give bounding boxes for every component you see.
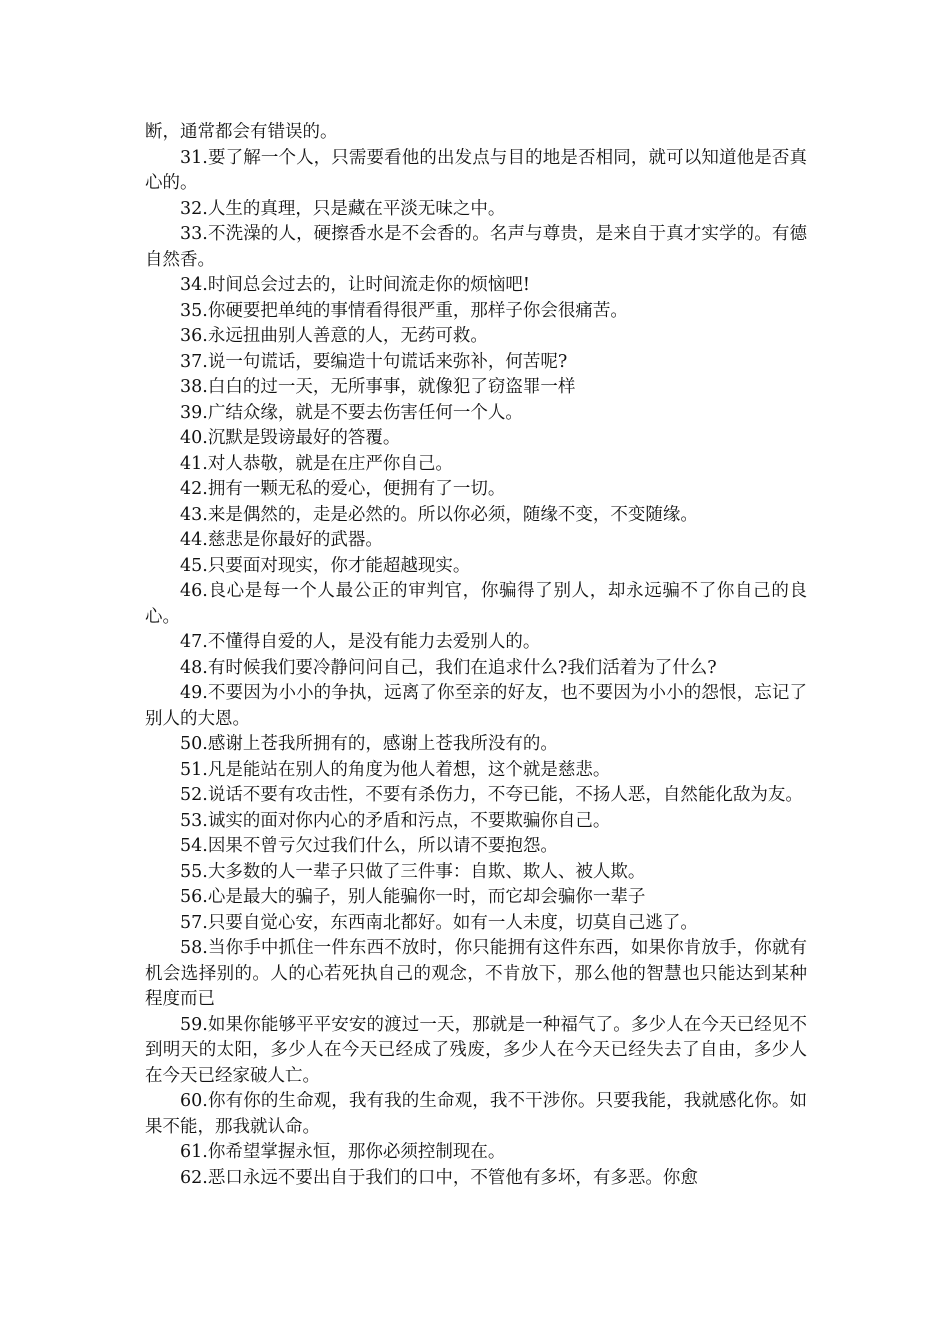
quote-59: 59.如果你能够平平安安的渡过一天，那就是一种福气了。多少人在今天已经见不到明天的太阳，多少人在今天已经成了残废，多少人在今天已经失去了自由，多少人在今天已经家破人亡。 (145, 1014, 807, 1086)
quote-42: 42.拥有一颗无私的爱心，便拥有了一切。 (180, 479, 506, 499)
quote-41: 41.对人恭敬，就是在庄严你自己。 (180, 453, 453, 474)
quote-47: 47.不懂得自爱的人，是没有能力去爱别人的。 (180, 632, 541, 652)
quote-60: 60.你有你的生命观，我有我的生命观，我不干涉你。只要我能，我就感化你。如果不能，那我就认命。 (145, 1091, 807, 1137)
quote-40: 40.沉默是毁谤最好的答覆。 (180, 428, 401, 448)
quote-31: 31.要了解一个人，只需要看他的出发点与目的地是否相同，就可以知道他是否真心的。 (145, 147, 807, 193)
quote-35: 35.你硬要把单纯的事情看得很严重，那样子你会很痛苦。 (180, 300, 628, 321)
quote-48: 48.有时候我们要冷静问问自己，我们在追求什么?我们活着为了什么? (180, 657, 717, 678)
quote-49: 49.不要因为小小的争执，远离了你至亲的好友，也不要因为小小的怨恨，忘记了别人的大恩。 (145, 683, 807, 729)
quote-45: 45.只要面对现实，你才能超越现实。 (180, 555, 471, 576)
quote-53: 53.诚实的面对你内心的矛盾和污点，不要欺骗你自己。 (180, 810, 611, 831)
quote-43: 43.来是偶然的，走是必然的。所以你必须，随缘不变，不变随缘。 (180, 504, 698, 525)
quote-34: 34.时间总会过去的，让时间流走你的烦恼吧! (180, 275, 530, 295)
quote-51: 51.凡是能站在别人的角度为他人着想，这个就是慈悲。 (180, 759, 611, 780)
quote-36: 36.永远扭曲别人善意的人，无药可救。 (180, 326, 488, 346)
quote-54: 54.因果不曾亏欠过我们什么，所以请不要抱怨。 (180, 836, 558, 856)
quote-33: 33.不洗澡的人，硬擦香水是不会香的。名声与尊贵，是来自于真才实学的。有德自然香。 (145, 224, 807, 270)
quote-46: 46.良心是每一个人最公正的审判官，你骗得了别人，却永远骗不了你自己的良心。 (145, 581, 807, 627)
quote-58: 58.当你手中抓住一件东西不放时，你只能拥有这件东西，如果你肯放手，你就有机会选择别的。人的心若死执自己的观念，不肯放下，那么他的智慧也只能达到某种程度而已 (145, 938, 807, 1009)
quote-38: 38.白白的过一天，无所事事，就像犯了窃盗罪一样 (180, 377, 576, 397)
quote-32: 32.人生的真理，只是藏在平淡无味之中。 (180, 198, 506, 219)
quote-57: 57.只要自觉心安，东西南北都好。如有一人未度，切莫自己逃了。 (180, 912, 698, 933)
quote-39: 39.广结众缘，就是不要去伤害任何一个人。 (180, 402, 523, 423)
quote-56: 56.心是最大的骗子，别人能骗你一时，而它却会骗你一辈子 (180, 887, 646, 907)
quote-55: 55.大多数的人一辈子只做了三件事：自欺、欺人、被人欺。 (180, 861, 646, 882)
paragraph-continued: 断，通常都会有错误的。 (145, 122, 338, 142)
quote-44: 44.慈悲是你最好的武器。 (180, 530, 383, 550)
quote-50: 50.感谢上苍我所拥有的，感谢上苍我所没有的。 (180, 734, 558, 754)
quote-61: 61.你希望掌握永恒，那你必须控制现在。 (180, 1142, 506, 1162)
quote-52: 52.说话不要有攻击性，不要有杀伤力，不夸已能，不扬人恶，自然能化敌为友。 (180, 785, 803, 805)
document-body (145, 120, 807, 1191)
quote-37: 37.说一句谎话，要编造十句谎话来弥补，何苦呢? (180, 351, 568, 372)
quote-62: 62.恶口永远不要出自于我们的口中，不管他有多坏，有多恶。你愈 (180, 1167, 698, 1188)
